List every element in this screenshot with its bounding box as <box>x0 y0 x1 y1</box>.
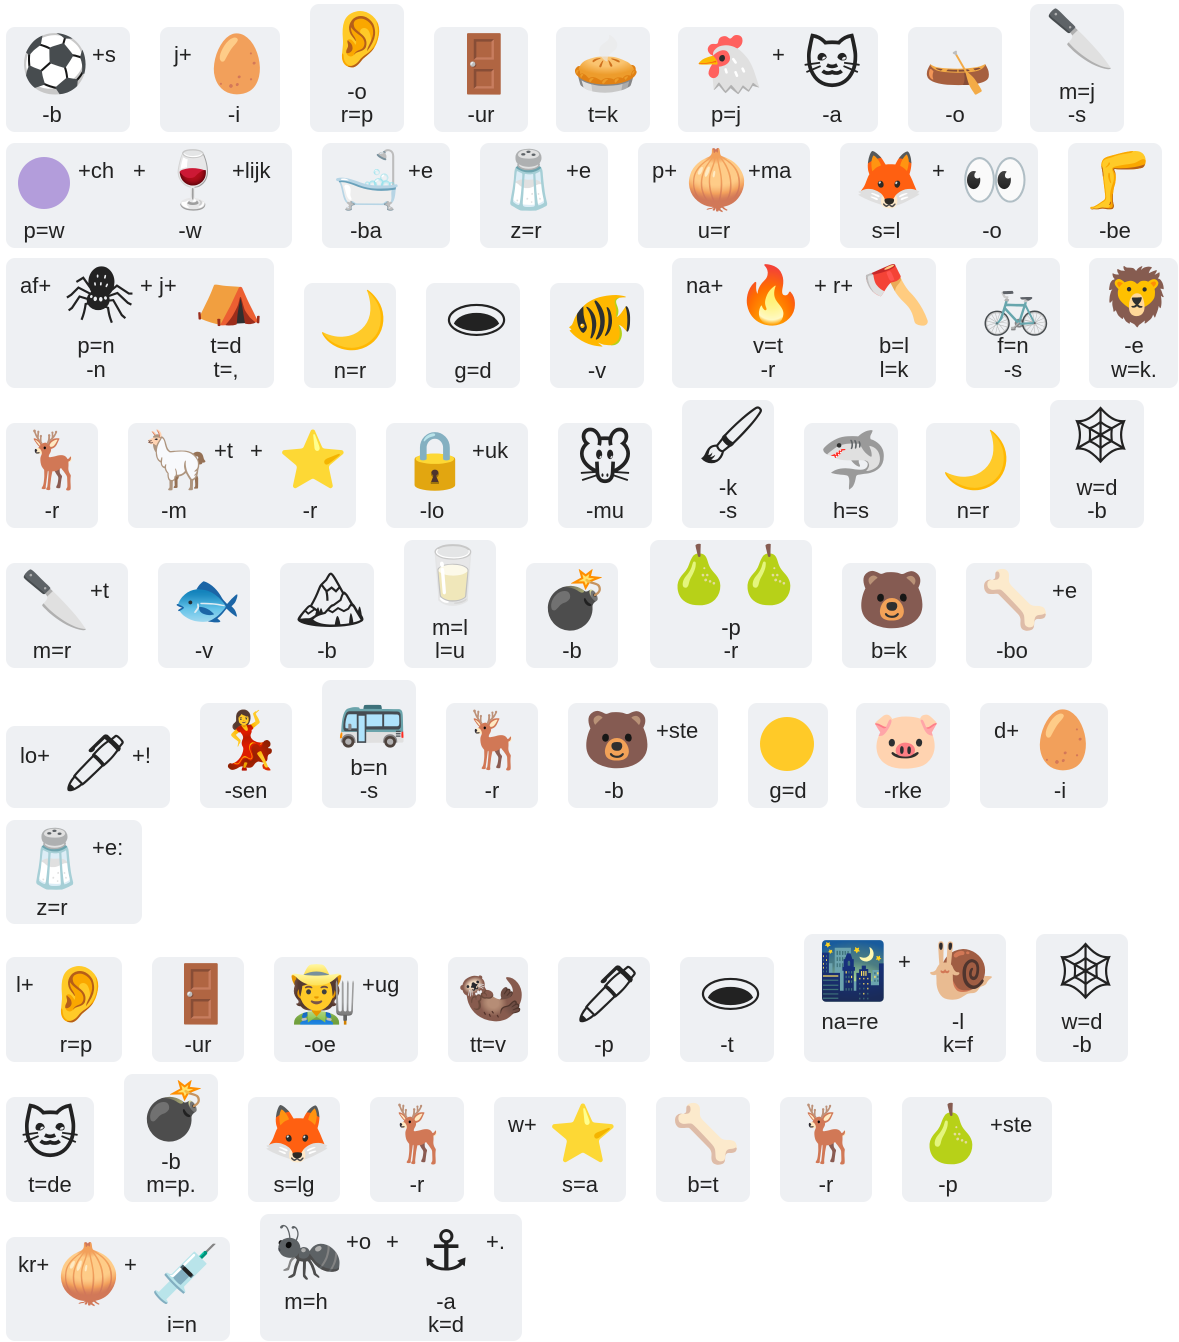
letter-add: +lijk <box>232 158 271 183</box>
soccer-ball-icon: ⚽ <box>20 32 90 97</box>
letter-remove: -r <box>44 498 60 523</box>
puzzle-card <box>124 1074 218 1202</box>
letter-remove: -b <box>1072 1032 1092 1057</box>
letter-remove: -r <box>484 778 500 803</box>
puzzle-card <box>404 540 496 668</box>
puzzle-card <box>434 27 528 132</box>
letter-add: +ste <box>990 1112 1033 1137</box>
puzzle-card <box>158 563 250 668</box>
letter-remove: -e <box>1124 333 1144 358</box>
puzzle-card <box>6 820 142 924</box>
puzzle-card <box>310 4 404 132</box>
letter-remove: -sen <box>224 778 268 803</box>
deer-icon: 🦌 <box>794 1102 864 1167</box>
puzzle-card <box>386 423 528 528</box>
letter-rule: i=n <box>167 1312 197 1337</box>
fox-icon: 🦊 <box>262 1102 332 1167</box>
ear-icon: 👂 <box>44 962 114 1027</box>
puzzle-card <box>6 726 170 808</box>
letter-add: +ste <box>656 718 699 743</box>
puzzle-card <box>1050 400 1144 528</box>
dancer-icon: 💃 <box>214 708 284 773</box>
letter-prefix: kr+ <box>18 1252 50 1277</box>
letter-prefix: l+ <box>16 972 34 997</box>
letter-rule: s=lg <box>273 1172 315 1197</box>
tropical-fish-icon: 🐠 <box>565 288 635 353</box>
mountain-icon: 🏔 <box>295 568 367 633</box>
letter-rule: s=a <box>561 1172 599 1197</box>
letter-remove: -r <box>818 1172 834 1197</box>
letter-rule: r=p <box>340 102 374 127</box>
puzzle-card <box>6 563 128 668</box>
letter-rule: w=k. <box>1111 357 1157 382</box>
letter-rule: t=d <box>210 333 242 358</box>
fox-icon: 🦊 <box>854 148 924 213</box>
bus-icon: 🚌 <box>337 685 407 750</box>
letter-remove: -b <box>42 102 62 127</box>
letter-rule: k=f <box>943 1032 973 1057</box>
puzzle-card <box>656 1097 750 1202</box>
snail-icon: 🐌 <box>926 939 996 1004</box>
deer-icon: 🦌 <box>20 428 90 493</box>
letter-rule: b=n <box>350 755 388 780</box>
puzzle-card <box>678 27 878 132</box>
plus-sign: + <box>133 158 146 183</box>
yellow-circle-icon <box>760 717 814 771</box>
puzzle-card <box>304 283 396 388</box>
letter-rule: s=l <box>871 218 901 243</box>
letter-add: +. <box>486 1229 505 1254</box>
pen-icon: 🖊 <box>572 962 644 1027</box>
letter-rule: tt=v <box>469 1032 507 1057</box>
letter-add: +ch <box>78 158 115 183</box>
letter-prefix: p+ <box>652 158 678 183</box>
letter-remove: -p <box>938 1172 958 1197</box>
fire-icon: 🔥 <box>736 263 806 328</box>
letter-add: +e <box>408 158 434 183</box>
puzzle-card <box>980 703 1108 808</box>
pie-icon: 🥧 <box>571 32 641 97</box>
letter-remove: -ba <box>350 218 382 243</box>
letter-add: +e <box>1052 578 1078 603</box>
puzzle-card <box>152 957 244 1062</box>
letter-prefix: na+ <box>686 273 724 298</box>
letter-remove: -b <box>317 638 337 663</box>
letter-rule: t=de <box>28 1172 72 1197</box>
puzzle-card <box>966 258 1060 388</box>
bathtub-icon: 🛁 <box>332 148 402 213</box>
crescent-moon-icon: 🌙 <box>941 428 1011 493</box>
letter-remove: -b <box>604 778 624 803</box>
puzzle-card <box>840 143 1038 248</box>
letter-add: +t <box>214 438 233 463</box>
lion-icon: 🦁 <box>1102 265 1172 330</box>
onion-icon: 🧅 <box>54 1242 124 1307</box>
letter-remove: -r <box>760 357 776 382</box>
spider-icon: 🕷 <box>64 263 136 328</box>
letter-prefix: af+ <box>20 273 52 298</box>
puzzle-card <box>6 423 98 528</box>
puzzle-card <box>6 1237 230 1341</box>
letter-rule: w=d <box>1061 1009 1103 1034</box>
door-icon: 🚪 <box>166 962 236 1027</box>
salt-shaker-icon: 🧂 <box>20 827 90 892</box>
puzzle-card <box>748 703 828 808</box>
pen-icon: 🖊 <box>60 731 132 796</box>
letter-remove: -w <box>178 218 202 243</box>
letter-prefix: lo+ <box>20 743 50 768</box>
letter-remove: -r <box>302 498 318 523</box>
letter-remove: -ur <box>467 102 495 127</box>
letter-rule: p=n <box>77 333 115 358</box>
puzzle-card <box>550 283 644 388</box>
bomb-icon: 💣 <box>139 1079 209 1144</box>
puzzle-card <box>842 563 936 668</box>
puzzle-card <box>160 27 280 132</box>
pear-icon: 🍐 <box>916 1102 986 1167</box>
pear-icon: 🍐 <box>664 543 734 608</box>
salt-shaker-icon: 🧂 <box>494 148 564 213</box>
night-city-icon: 🌃 <box>818 939 888 1004</box>
letter-add: +o <box>346 1229 372 1254</box>
spider-web-icon: 🕸 <box>1065 403 1137 468</box>
letter-prefix: j+ <box>174 42 192 67</box>
letter-rule: h=s <box>832 498 870 523</box>
tent-icon: ⛺ <box>194 263 264 328</box>
letter-rule: v=t <box>753 333 783 358</box>
puzzle-card <box>926 423 1020 528</box>
puzzle-card <box>248 1097 340 1202</box>
letter-rule: m=p. <box>146 1172 196 1197</box>
syringe-icon: 💉 <box>150 1242 220 1307</box>
letter-rule: u=r <box>697 218 731 243</box>
puzzle-card <box>908 27 1002 132</box>
puzzle-card <box>1089 258 1178 388</box>
letter-remove: -r <box>723 638 739 663</box>
canoe-icon: 🛶 <box>923 32 993 97</box>
puzzle-card <box>558 957 650 1062</box>
puzzle-card <box>638 143 810 248</box>
letter-add: +e: <box>92 835 124 860</box>
letter-remove: -bo <box>996 638 1028 663</box>
star-icon: ⭐ <box>548 1102 618 1167</box>
puzzle-card <box>426 283 520 388</box>
puzzle-card <box>526 563 618 668</box>
puzzle-card <box>1068 143 1162 248</box>
plus-sign: + r+ <box>814 273 854 298</box>
letter-rule: t=, <box>213 357 239 382</box>
puzzle-card <box>1030 4 1124 132</box>
puzzle-card <box>568 703 718 808</box>
letter-rule: w=d <box>1076 475 1118 500</box>
axe-icon: 🪓 <box>862 263 932 328</box>
puzzle-card <box>280 563 374 668</box>
letter-add: +t <box>90 578 109 603</box>
letter-remove: -i <box>227 102 241 127</box>
puzzle-card <box>6 1097 94 1202</box>
letter-rule: z=r <box>510 218 542 243</box>
puzzle-card <box>448 957 528 1062</box>
letter-rule: b=k <box>870 638 908 663</box>
letter-remove: -p <box>721 615 741 640</box>
puzzle-card <box>200 703 292 808</box>
egg-icon: 🥚 <box>202 32 272 97</box>
puzzle-card <box>804 934 1006 1062</box>
letter-add: +ug <box>362 972 400 997</box>
puzzle-card <box>494 1097 626 1202</box>
puzzle-card <box>780 1097 872 1202</box>
letter-rule: g=d <box>454 358 492 383</box>
egg-icon: 🥚 <box>1028 708 1098 773</box>
puzzle-card <box>274 957 418 1062</box>
star-icon: ⭐ <box>278 428 348 493</box>
puzzle-card <box>902 1097 1052 1202</box>
letter-rule: p=j <box>711 102 741 127</box>
puzzle-card <box>966 563 1092 668</box>
puzzle-card <box>370 1097 464 1202</box>
letter-remove: -v <box>587 358 607 383</box>
letter-remove: -m <box>161 498 187 523</box>
letter-rule: n=r <box>956 498 990 523</box>
letter-add: +e <box>566 158 592 183</box>
puzzle-card <box>682 400 774 528</box>
letter-rule: n=r <box>333 358 367 383</box>
letter-remove: -l <box>951 1009 965 1034</box>
deer-icon: 🦌 <box>385 1102 455 1167</box>
puzzle-card <box>804 423 898 528</box>
letter-prefix: w+ <box>508 1112 537 1137</box>
mouse-icon: 🐭 <box>575 428 635 493</box>
wine-glass-icon: 🍷 <box>158 148 228 213</box>
letter-remove: -lo <box>419 498 445 523</box>
plus-sign: + <box>386 1229 399 1254</box>
letter-rule: na=re <box>821 1009 879 1034</box>
letter-add: +uk <box>472 438 509 463</box>
letter-remove: -rke <box>884 778 922 803</box>
puzzle-card <box>446 703 538 808</box>
plus-sign: + <box>250 438 263 463</box>
puzzle-card <box>6 143 292 248</box>
letter-rule: g=d <box>769 778 807 803</box>
letter-rule: r=p <box>59 1032 93 1057</box>
letter-remove: -r <box>409 1172 425 1197</box>
letter-rule: m=l <box>431 615 469 640</box>
puzzle-card <box>260 1214 522 1341</box>
otter-icon: 🦦 <box>456 962 526 1027</box>
letter-remove: -k <box>718 475 738 500</box>
letter-remove: -i <box>1053 778 1067 803</box>
fish-icon: 🐟 <box>172 568 242 633</box>
kitchen-knife-icon: 🔪 <box>20 568 90 633</box>
ear-icon: 👂 <box>325 7 395 72</box>
puzzle-card <box>322 143 450 248</box>
plus-sign: + j+ <box>140 273 177 298</box>
letter-remove: -o <box>347 79 367 104</box>
letter-remove: -s <box>718 498 738 523</box>
letter-add: +! <box>132 743 151 768</box>
puzzle-card <box>480 143 608 248</box>
anchor-icon: ⚓ <box>420 1219 472 1284</box>
bone-icon: 🦴 <box>980 568 1050 633</box>
door-icon: 🚪 <box>449 32 519 97</box>
letter-remove: -s <box>359 778 379 803</box>
deer-icon: 🦌 <box>460 708 530 773</box>
letter-rule: b=t <box>687 1172 719 1197</box>
letter-remove: -b <box>1087 498 1107 523</box>
puzzle-card <box>128 423 356 528</box>
letter-rule: m=h <box>284 1289 328 1314</box>
spider-web-icon: 🕸 <box>1050 939 1122 1004</box>
puzzle-card <box>6 27 130 132</box>
eyes-icon: 👀 <box>960 148 1030 213</box>
letter-rule: m=j <box>1058 79 1096 104</box>
plus-sign: + <box>124 1252 137 1277</box>
letter-remove: -o <box>945 102 965 127</box>
plus-sign: + <box>932 158 945 183</box>
paintbrush-icon: 🖌 <box>696 403 768 468</box>
letter-remove: -p <box>594 1032 614 1057</box>
letter-remove: -s <box>1003 357 1023 382</box>
letter-remove: -o <box>982 218 1002 243</box>
cat-icon: 🐱 <box>20 1102 80 1167</box>
hole-icon: 🕳 <box>695 962 767 1027</box>
farmer-icon: 🧑‍🌾 <box>288 962 358 1027</box>
letter-remove: -oe <box>304 1032 336 1057</box>
puzzle-card <box>1036 934 1128 1062</box>
letter-remove: -b <box>562 638 582 663</box>
letter-rule: m=r <box>32 638 72 663</box>
letter-remove: -a <box>822 102 842 127</box>
puzzle-card <box>650 540 812 668</box>
letter-rule: l=k <box>879 357 909 382</box>
bone-icon: 🦴 <box>671 1102 741 1167</box>
letter-remove: -v <box>194 638 214 663</box>
letter-remove: -t <box>720 1032 734 1057</box>
glass-of-milk-icon: 🥛 <box>418 543 488 608</box>
letter-add: +s <box>92 42 116 67</box>
crescent-moon-icon: 🌙 <box>318 288 388 353</box>
letter-rule: p=w <box>23 218 65 243</box>
leg-icon: 🦵 <box>1083 148 1153 213</box>
pig-icon: 🐷 <box>871 708 941 773</box>
letter-rule: f=n <box>997 333 1029 358</box>
chicken-icon: 🐔 <box>694 32 764 97</box>
letter-rule: z=r <box>36 895 68 920</box>
puzzle-card <box>322 680 416 808</box>
purple-circle-icon <box>18 157 70 209</box>
puzzle-card <box>6 258 274 388</box>
bear-icon: 🐻 <box>582 708 652 773</box>
cat-icon: 🐱 <box>802 32 862 97</box>
onion-icon: 🧅 <box>682 148 752 213</box>
puzzle-card <box>672 258 936 388</box>
puzzle-card <box>680 957 774 1062</box>
letter-remove: -mu <box>586 498 624 523</box>
puzzle-card <box>556 27 650 132</box>
bicycle-icon: 🚲 <box>981 273 1051 338</box>
letter-remove: -ur <box>184 1032 212 1057</box>
plus-sign: + <box>898 949 911 974</box>
letter-remove: -n <box>86 357 106 382</box>
padlock-icon: 🔒 <box>400 428 470 493</box>
plus-sign: + <box>772 42 785 67</box>
bomb-icon: 💣 <box>540 568 610 633</box>
letter-rule: t=k <box>588 102 618 127</box>
kitchen-knife-icon: 🔪 <box>1045 7 1115 72</box>
letter-remove: -a <box>436 1289 456 1314</box>
hole-icon: 🕳 <box>441 288 513 353</box>
puzzle-card <box>856 703 950 808</box>
letter-rule: k=d <box>427 1312 465 1337</box>
pear-icon: 🍐 <box>734 543 804 608</box>
bear-icon: 🐻 <box>857 568 927 633</box>
letter-remove: -be <box>1099 218 1131 243</box>
letter-add: +ma <box>748 158 792 183</box>
llama-icon: 🦙 <box>142 428 212 493</box>
puzzle-card <box>558 423 652 528</box>
letter-remove: -s <box>1067 102 1087 127</box>
letter-remove: -b <box>161 1149 181 1174</box>
puzzle-card <box>6 957 122 1062</box>
letter-rule: l=u <box>435 638 465 663</box>
ant-icon: 🐜 <box>274 1219 344 1284</box>
letter-prefix: d+ <box>994 718 1020 743</box>
letter-rule: b=l <box>879 333 909 358</box>
shark-icon: 🦈 <box>819 428 889 493</box>
